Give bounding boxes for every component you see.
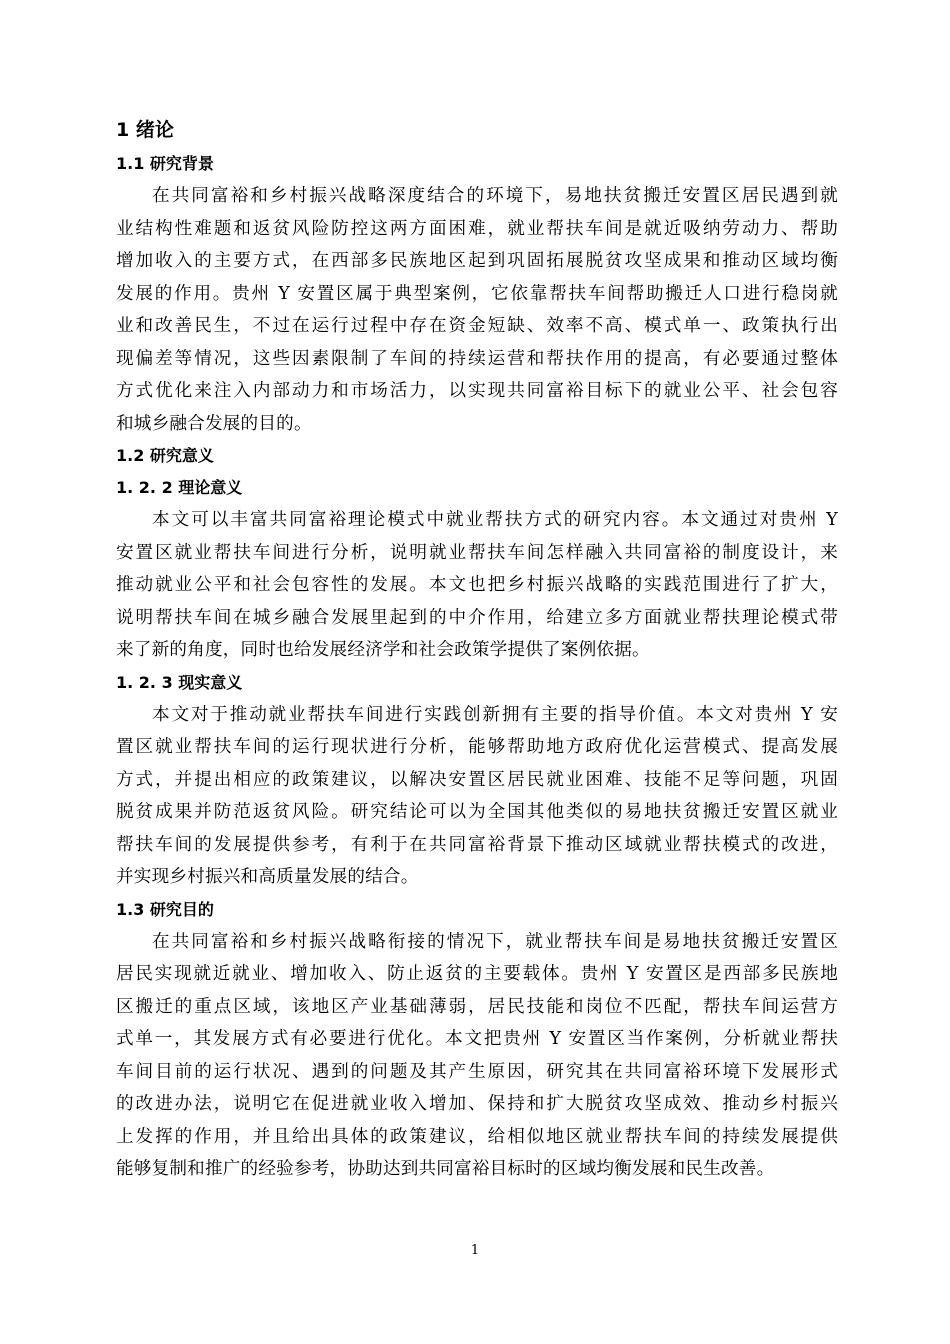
paragraph-line: 业结构性难题和返贫风险防控这两方面困难，就业帮扶车间是就近吸纳劳动力、帮助 xyxy=(116,218,838,239)
paragraph-theory xyxy=(116,504,838,667)
paragraph-line: 居民实现就近就业、增加收入、防止返贫的主要载体。贵州 Y 安置区是西部多民族地 xyxy=(116,964,838,984)
paragraph-line: 在共同富裕和乡村振兴战略衔接的情况下，就业帮扶车间是易地扶贫搬迁安置区 xyxy=(152,931,838,952)
section-title-background: 1.1 研究背景 xyxy=(116,154,214,173)
paragraph-line: 车间目前的运行状况、遇到的问题及其产生原因，研究其在共同富裕环境下发展形式 xyxy=(116,1061,838,1082)
paragraph-line: 现偏差等情况，这些因素限制了车间的持续运营和帮扶作用的提高，有必要通过整体 xyxy=(116,348,838,369)
paragraph-line: 上发挥的作用，并且给出具体的政策建议，给相似地区就业帮扶车间的持续发展提供 xyxy=(116,1126,838,1147)
document-page xyxy=(116,112,838,1186)
paragraph-line: 本文对于推动就业帮扶车间进行实践创新拥有主要的指导价值。本文对贵州 Y 安 xyxy=(152,704,838,725)
paragraph-line: 说明帮扶车间在城乡融合发展里起到的中介作用，给建立多方面就业帮扶理论模式带 xyxy=(116,607,838,628)
paragraph-line: 安置区就业帮扶车间进行分析，说明就业帮扶车间怎样融入共同富裕的制度设计，来 xyxy=(116,542,838,563)
subsection-title-practice: 1. 2. 3 现实意义 xyxy=(116,672,243,692)
paragraph-line: 本文可以丰富共同富裕理论模式中就业帮扶方式的研究内容。本文通过对贵州 Y xyxy=(152,510,838,530)
paragraph-line: 方式优化来注入内部动力和市场活力，以实现共同富裕目标下的就业公平、社会包容 xyxy=(116,381,838,401)
paragraph-practice xyxy=(116,699,838,894)
paragraph-line: 推动就业公平和社会包容性的发展。本文也把乡村振兴战略的实践范围进行了扩大， xyxy=(116,575,838,595)
paragraph-line: 能够复制和推广的经验参考，协助达到共同富裕目标时的区域均衡发展和民生改善。 xyxy=(116,1159,775,1179)
chapter-title: 1 绪论 xyxy=(116,119,174,141)
paragraph-line: 和城乡融合发展的目的。 xyxy=(116,413,312,434)
paragraph-line: 置区就业帮扶车间的运行现状进行分析，能够帮助地方政府优化运营模式、提高发展 xyxy=(116,737,838,757)
page-number: 1 xyxy=(470,1243,480,1258)
paragraph-line: 式单一，其发展方式有必要进行优化。本文把贵州 Y 安置区当作案例，分析就业帮扶 xyxy=(116,1029,838,1049)
paragraph-line: 的改进办法，说明它在促进就业收入增加、保持和扩大脱贫攻坚成效、推动乡村振兴 xyxy=(116,1094,838,1114)
section-title-significance: 1.2 研究意义 xyxy=(116,446,214,465)
paragraph-line: 帮扶车间的发展提供参考，有利于在共同富裕背景下推动区域就业帮扶模式的改进， xyxy=(116,834,838,855)
paragraph-line: 来了新的角度，同时也给发展经济学和社会政策学提供了案例依据。 xyxy=(116,640,650,660)
paragraph-line: 区搬迁的重点区域，该地区产业基础薄弱，居民技能和岗位不匹配，帮扶车间运营方 xyxy=(116,996,838,1017)
subsection-title-theory: 1. 2. 2 理论意义 xyxy=(116,478,243,497)
paragraph-line: 脱贫成果并防范返贫风险。研究结论可以为全国其他类似的易地扶贫搬迁安置区就业 xyxy=(116,802,838,822)
paragraph-line: 在共同富裕和乡村振兴战略深度结合的环境下，易地扶贫搬迁安置区居民遇到就 xyxy=(152,186,838,206)
paragraph-line: 业和改善民生，不过在运行过程中存在资金短缺、效率不高、模式单一、政策执行出 xyxy=(116,316,838,336)
paragraph-line: 发展的作用。贵州 Y 安置区属于典型案例，它依靠帮扶车间帮助搬迁人口进行稳岗就 xyxy=(116,283,838,304)
paragraph-purpose xyxy=(116,926,838,1186)
paragraph-line: 方式，并提出相应的政策建议，以解决安置区居民就业困难、技能不足等问题，巩固 xyxy=(116,769,838,790)
paragraph-line: 并实现乡村振兴和高质量发展的结合。 xyxy=(116,867,419,887)
paragraph-line: 增加收入的主要方式，在西部多民族地区起到巩固拓展脱贫攻坚成果和推动区域均衡 xyxy=(116,251,838,271)
section-title-purpose: 1.3 研究目的 xyxy=(116,899,214,919)
paragraph-background xyxy=(116,180,838,440)
